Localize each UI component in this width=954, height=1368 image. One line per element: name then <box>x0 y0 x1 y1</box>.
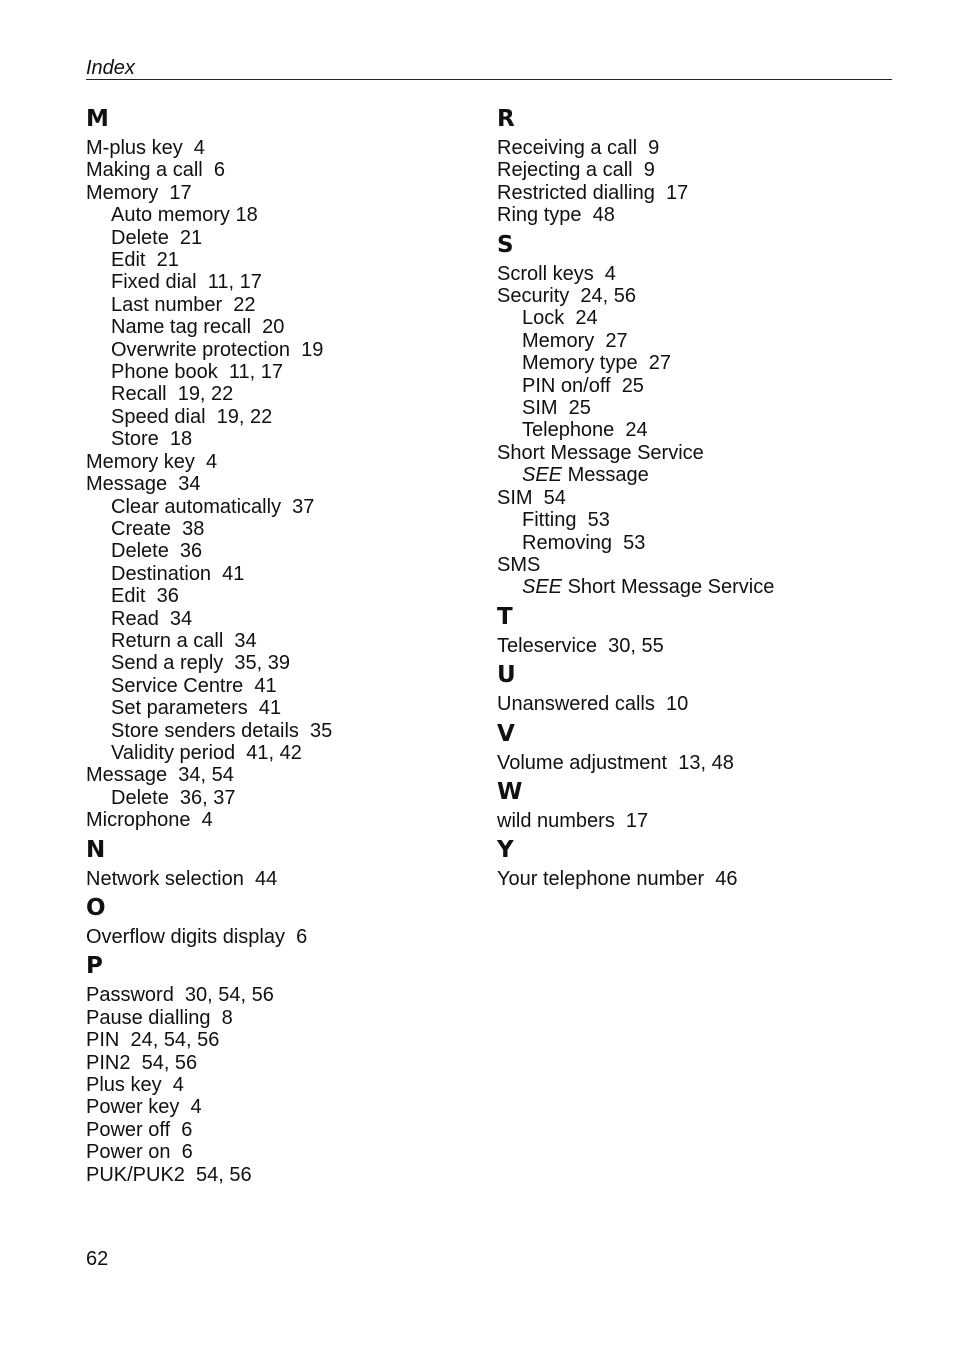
index-entry <box>86 984 476 1006</box>
entry-text: Ring type 48 <box>497 204 615 227</box>
index-entry <box>86 1141 476 1163</box>
index-subentry <box>86 585 476 607</box>
entry-text: PUK/PUK2 54, 56 <box>86 1163 252 1186</box>
entry-text: Edit 21 <box>111 249 179 272</box>
index-entry <box>86 1052 476 1074</box>
entry-text: Destination 41 <box>111 562 245 585</box>
index-subentry <box>86 697 476 719</box>
entry-text: Lock 24 <box>522 307 598 330</box>
index-entry <box>497 487 917 509</box>
see-reference: SEE <box>522 464 563 487</box>
entry-text: M-plus key 4 <box>86 137 205 159</box>
index-entry <box>497 204 917 226</box>
index-entry <box>497 182 917 204</box>
entry-text: Memory type 27 <box>522 352 671 375</box>
entry-text: Volume adjustment 13, 48 <box>497 751 734 774</box>
section-letter: W <box>497 778 523 805</box>
index-entry <box>497 868 917 890</box>
index-subentry <box>86 675 476 697</box>
index-section-s <box>497 230 917 599</box>
index-subentry <box>497 509 917 531</box>
entry-text: SIM 54 <box>497 486 566 509</box>
index-subentry <box>86 294 476 316</box>
index-subentry <box>86 316 476 338</box>
entry-text: Network selection 44 <box>86 867 278 890</box>
section-letter: O <box>86 895 106 921</box>
entry-text: Making a call 6 <box>86 159 225 182</box>
section-letter: U <box>497 662 516 689</box>
entry-text: Pause dialling 8 <box>86 1006 233 1029</box>
see-reference: SEE <box>522 576 563 599</box>
index-subentry <box>497 576 917 598</box>
entry-text: Power on 6 <box>86 1141 193 1164</box>
entry-text: Delete 21 <box>111 226 203 249</box>
entry-text: Memory 17 <box>86 181 192 204</box>
index-entry <box>86 1074 476 1096</box>
entry-text: Service Centre 41 <box>111 674 277 697</box>
index-entry <box>497 137 917 159</box>
entry-text: Teleservice 30, 55 <box>497 634 664 657</box>
entry-text: Auto memory 18 <box>111 204 258 227</box>
entry-text: Store senders details 35 <box>111 719 333 742</box>
index-entry <box>86 1164 476 1186</box>
entry-text: Speed dial 19, 22 <box>111 405 273 428</box>
entry-text: Plus key 4 <box>86 1074 184 1097</box>
entry-text: Edit 36 <box>111 585 179 608</box>
index-subentry <box>86 720 476 742</box>
entry-text: Recall 19, 22 <box>111 383 234 406</box>
index-subentry <box>497 532 917 554</box>
index-section-m <box>86 104 476 832</box>
index-entry <box>86 926 476 948</box>
section-letter: V <box>497 720 515 747</box>
entry-text: Delete 36, 37 <box>111 786 236 809</box>
index-subentry <box>497 330 917 352</box>
index-section-y <box>497 835 917 890</box>
entry-text: Unanswered calls 10 <box>497 693 689 716</box>
entry-text: Security 24, 56 <box>497 285 636 308</box>
entry-text: SMS <box>497 553 541 576</box>
section-letter: S <box>497 231 514 258</box>
entry-text: Microphone 4 <box>86 809 213 832</box>
index-entry <box>86 868 476 890</box>
entry-text: Validity period 41, 42 <box>111 741 302 764</box>
entry-text: Removing 53 <box>522 531 646 554</box>
entry-text: Your telephone number 46 <box>497 868 738 891</box>
entry-text: Create 38 <box>111 517 205 540</box>
entry-text: Message <box>562 464 649 487</box>
index-subentry <box>497 375 917 397</box>
index-subentry <box>86 249 476 271</box>
index-subentry <box>86 361 476 383</box>
section-letter: T <box>497 603 513 630</box>
index-subentry <box>86 496 476 518</box>
index-entry <box>497 810 917 832</box>
index-subentry <box>86 204 476 226</box>
entry-text: Restricted dialling 17 <box>497 181 689 204</box>
header-title: Index <box>86 57 135 79</box>
index-entry <box>497 285 917 307</box>
index-column-left <box>86 104 476 1186</box>
index-section-r <box>497 104 917 227</box>
entry-text: Short Message Service <box>562 576 775 599</box>
index-entry <box>497 159 917 181</box>
page-number: 62 <box>86 1248 109 1270</box>
section-letter: Y <box>497 837 514 864</box>
entry-text: Overwrite protection 19 <box>111 338 324 361</box>
index-entry <box>86 764 476 786</box>
section-letter: N <box>86 836 106 863</box>
header-rule <box>86 79 892 80</box>
index-subentry <box>86 608 476 630</box>
entry-text: Delete 36 <box>111 540 203 563</box>
entry-text: Short Message Service <box>497 441 704 464</box>
index-subentry <box>86 271 476 293</box>
entry-text: Message 34 <box>86 473 201 496</box>
index-subentry <box>497 397 917 419</box>
index-subentry <box>86 652 476 674</box>
index-subentry <box>497 419 917 441</box>
entry-text: Clear automatically 37 <box>111 495 315 518</box>
section-letter: M <box>86 106 109 132</box>
index-entry <box>86 1007 476 1029</box>
index-entry <box>497 752 917 774</box>
index-subentry <box>86 227 476 249</box>
index-subentry <box>86 406 476 428</box>
entry-text: Phone book 11, 17 <box>111 361 283 384</box>
entry-text: PIN on/off 25 <box>522 374 644 397</box>
index-entry <box>497 554 917 576</box>
index-entry <box>86 1096 476 1118</box>
index-entry <box>86 182 476 204</box>
index-subentry <box>86 787 476 809</box>
entry-text: wild numbers 17 <box>497 809 649 832</box>
entry-text: PIN 24, 54, 56 <box>86 1029 220 1052</box>
index-subentry <box>86 742 476 764</box>
entry-text: Fitting 53 <box>522 509 610 532</box>
index-entry <box>86 451 476 473</box>
entry-text: Overflow digits display 6 <box>86 926 308 948</box>
index-subentry <box>86 383 476 405</box>
entry-text: Power off 6 <box>86 1118 193 1141</box>
index-entry <box>497 442 917 464</box>
running-header <box>86 55 892 81</box>
index-entry <box>497 693 917 715</box>
index-entry <box>86 1029 476 1051</box>
index-section-n <box>86 835 476 890</box>
entry-text: Store 18 <box>111 428 193 451</box>
index-section-p <box>86 951 476 1186</box>
index-column-right <box>497 104 917 891</box>
index-subentry <box>86 518 476 540</box>
entry-text: Telephone 24 <box>522 419 648 442</box>
index-section-u <box>497 660 917 715</box>
index-subentry <box>86 630 476 652</box>
index-section-w <box>497 777 917 832</box>
index-entry <box>86 137 476 159</box>
entry-text: Name tag recall 20 <box>111 316 285 339</box>
section-letter: P <box>86 953 103 980</box>
entry-text: Last number 22 <box>111 293 256 316</box>
index-subentry <box>86 428 476 450</box>
entry-text: Memory key 4 <box>86 450 218 473</box>
entry-text: Message 34, 54 <box>86 764 234 787</box>
entry-text: PIN2 54, 56 <box>86 1051 198 1074</box>
entry-text: Rejecting a call 9 <box>497 159 655 182</box>
index-entry <box>86 1119 476 1141</box>
index-subentry <box>86 339 476 361</box>
index-entry <box>86 809 476 831</box>
index-subentry <box>497 307 917 329</box>
index-subentry <box>86 540 476 562</box>
entry-text: Scroll keys 4 <box>497 262 616 285</box>
index-entry <box>497 635 917 657</box>
entry-text: Receiving a call 9 <box>497 137 660 159</box>
index-entry <box>86 159 476 181</box>
entry-text: Power key 4 <box>86 1096 202 1119</box>
section-letter: R <box>497 106 515 132</box>
entry-text: Fixed dial 11, 17 <box>111 271 262 294</box>
entry-text: Return a call 34 <box>111 629 257 652</box>
index-section-o <box>86 893 476 948</box>
index-section-t <box>497 602 917 657</box>
index-entry <box>86 473 476 495</box>
index-entry <box>497 263 917 285</box>
entry-text: Read 34 <box>111 607 193 630</box>
index-subentry <box>497 464 917 486</box>
entry-text: Set parameters 41 <box>111 697 282 720</box>
entry-text: Password 30, 54, 56 <box>86 984 274 1007</box>
index-subentry <box>497 352 917 374</box>
entry-text: SIM 25 <box>522 397 591 420</box>
index-subentry <box>86 563 476 585</box>
entry-text: Memory 27 <box>522 329 628 352</box>
index-section-v <box>497 719 917 774</box>
entry-text: Send a reply 35, 39 <box>111 652 291 675</box>
